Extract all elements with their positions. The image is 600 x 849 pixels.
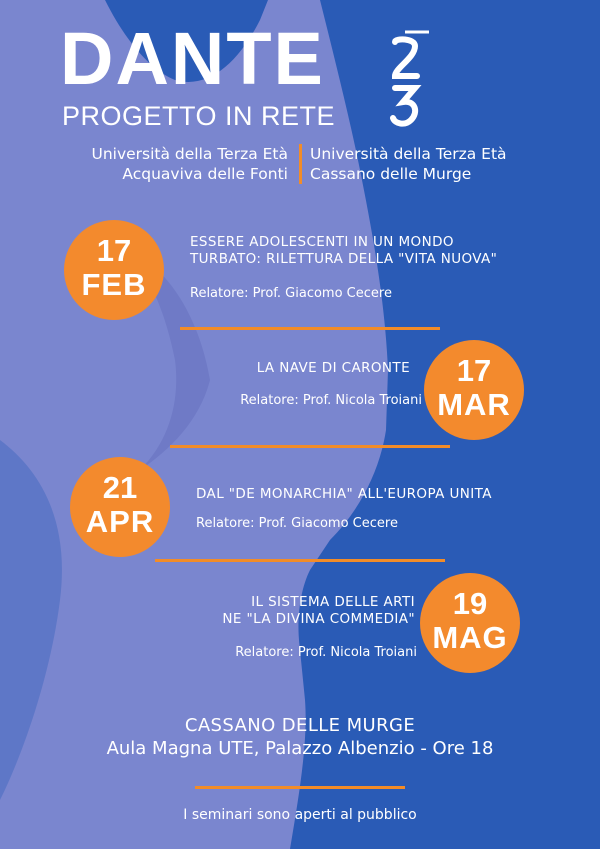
event-separator (170, 445, 450, 448)
event-title-line: NE "LA DIVINA COMMEDIA" (222, 611, 415, 627)
event-title-line: DAL "DE MONARCHIA" ALL'EUROPA UNITA (196, 486, 492, 502)
event-speaker: Relatore: Prof. Giacomo Cecere (196, 516, 398, 531)
university-divider (299, 144, 302, 184)
date-month: MAR (437, 387, 511, 422)
footer-note: I seminari sono aperti al pubblico (183, 807, 417, 823)
event-title-line: TURBATO: RILETTURA DELLA "VITA NUOVA" (190, 251, 498, 267)
event-speaker: Relatore: Prof. Nicola Troiani (235, 645, 417, 660)
venue-place: Aula Magna UTE, Palazzo Albenzio - Ore 18 (106, 738, 494, 759)
date-badge-mar (424, 340, 524, 440)
date-day: 21 (102, 470, 138, 505)
university-acquaviva-line2: Acquaviva delle Fonti (122, 165, 288, 183)
event-title-line: IL SISTEMA DELLE ARTI (251, 594, 415, 610)
university-acquaviva (91, 144, 288, 184)
event-title (222, 594, 415, 628)
event-speaker: Relatore: Prof. Giacomo Cecere (190, 286, 392, 301)
brand-title: DANTE (60, 17, 325, 100)
university-acquaviva-line1: Università della Terza Età (91, 145, 288, 163)
venue-city: CASSANO DELLE MURGE (184, 715, 416, 736)
event-separator (180, 327, 440, 330)
university-cassano-line2: Cassano delle Murge (310, 165, 472, 183)
event-title (196, 486, 492, 503)
date-day: 17 (456, 353, 492, 388)
footer-divider (195, 786, 405, 789)
subtitle: PROGETTO IN RETE (62, 101, 336, 131)
date-month: APR (85, 504, 155, 539)
date-month: FEB (81, 267, 147, 302)
date-badge-mag (420, 573, 520, 673)
event-speaker: Relatore: Prof. Nicola Troiani (240, 393, 422, 408)
university-cassano-line1: Università della Terza Età (310, 145, 507, 163)
university-cassano (310, 144, 507, 184)
event-separator (155, 559, 445, 562)
date-day: 17 (96, 233, 132, 268)
date-badge-apr (70, 457, 170, 557)
date-month: MAG (432, 620, 508, 655)
event-title-line: LA NAVE DI CARONTE (256, 360, 410, 376)
event-title-line: ESSERE ADOLESCENTI IN UN MONDO (190, 234, 454, 250)
event-title (257, 360, 410, 377)
event-title (190, 234, 497, 268)
date-badge-feb (64, 220, 164, 320)
date-day: 19 (452, 586, 488, 621)
year-23-mark (385, 30, 435, 130)
